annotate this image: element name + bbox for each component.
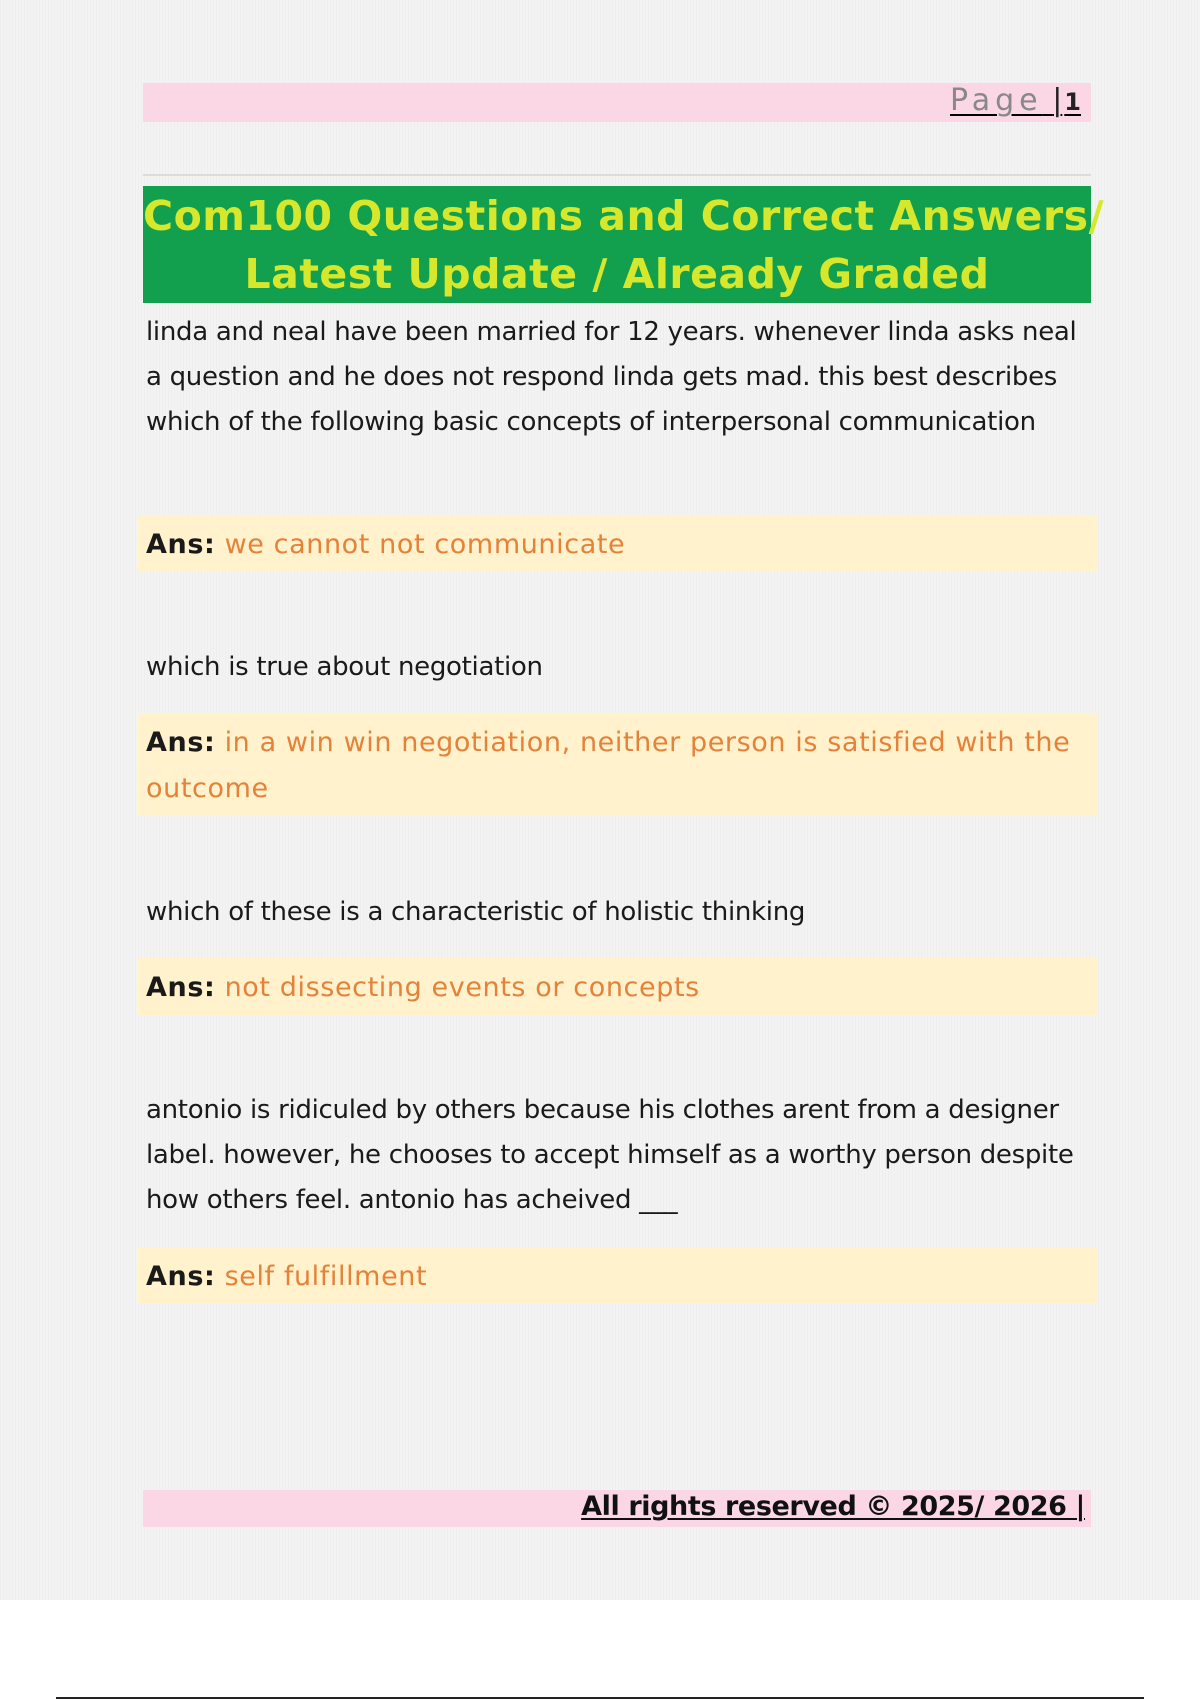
document-title	[143, 186, 1105, 303]
answer-1	[138, 515, 1098, 571]
answer-1-text: we cannot not communicate	[224, 529, 626, 560]
answer-2-text: in a win win negotiation, neither person is satisfied with the outcome	[146, 727, 1071, 804]
page-footer	[143, 1490, 1091, 1527]
answer-3-label: Ans:	[146, 972, 216, 1003]
answer-2	[138, 713, 1098, 816]
page-label: Page	[950, 83, 1043, 118]
page-number-value: 1	[1064, 88, 1081, 116]
answer-4	[138, 1247, 1098, 1304]
title-line-1: Com100 Questions and Correct Answers/	[143, 192, 1105, 240]
header-divider	[143, 174, 1091, 176]
copyright-notice: All rights reserved © 2025/ 2026 |	[581, 1491, 1085, 1522]
page-separator: |	[1052, 83, 1063, 118]
question-4: antonio is ridiculed by others because his clothes arent from a designer label. however, he chooses to accept himself as a worthy person despite how others feel. antonio has acheived ___	[146, 1095, 1074, 1215]
answer-1-label: Ans:	[146, 529, 216, 560]
question-3: which of these is a characteristic of holistic thinking	[146, 897, 806, 927]
question-2: which is true about negotiation	[146, 652, 543, 682]
answer-3	[138, 958, 1098, 1016]
answer-4-label: Ans:	[146, 1261, 216, 1292]
page-number	[950, 84, 1081, 119]
title-line-2: Latest Update / Already Graded	[244, 250, 990, 298]
answer-3-text: not dissecting events or concepts	[224, 972, 700, 1003]
page-bottom-rule	[56, 1697, 1144, 1699]
answer-2-label: Ans:	[146, 727, 216, 758]
question-1: linda and neal have been married for 12 years. whenever linda asks neal a question and he does not respond linda gets mad. this best describes which of the following basic concepts of interpersonal communication	[146, 317, 1077, 437]
answer-4-text: self fulfillment	[224, 1261, 428, 1292]
page-header	[143, 83, 1091, 122]
